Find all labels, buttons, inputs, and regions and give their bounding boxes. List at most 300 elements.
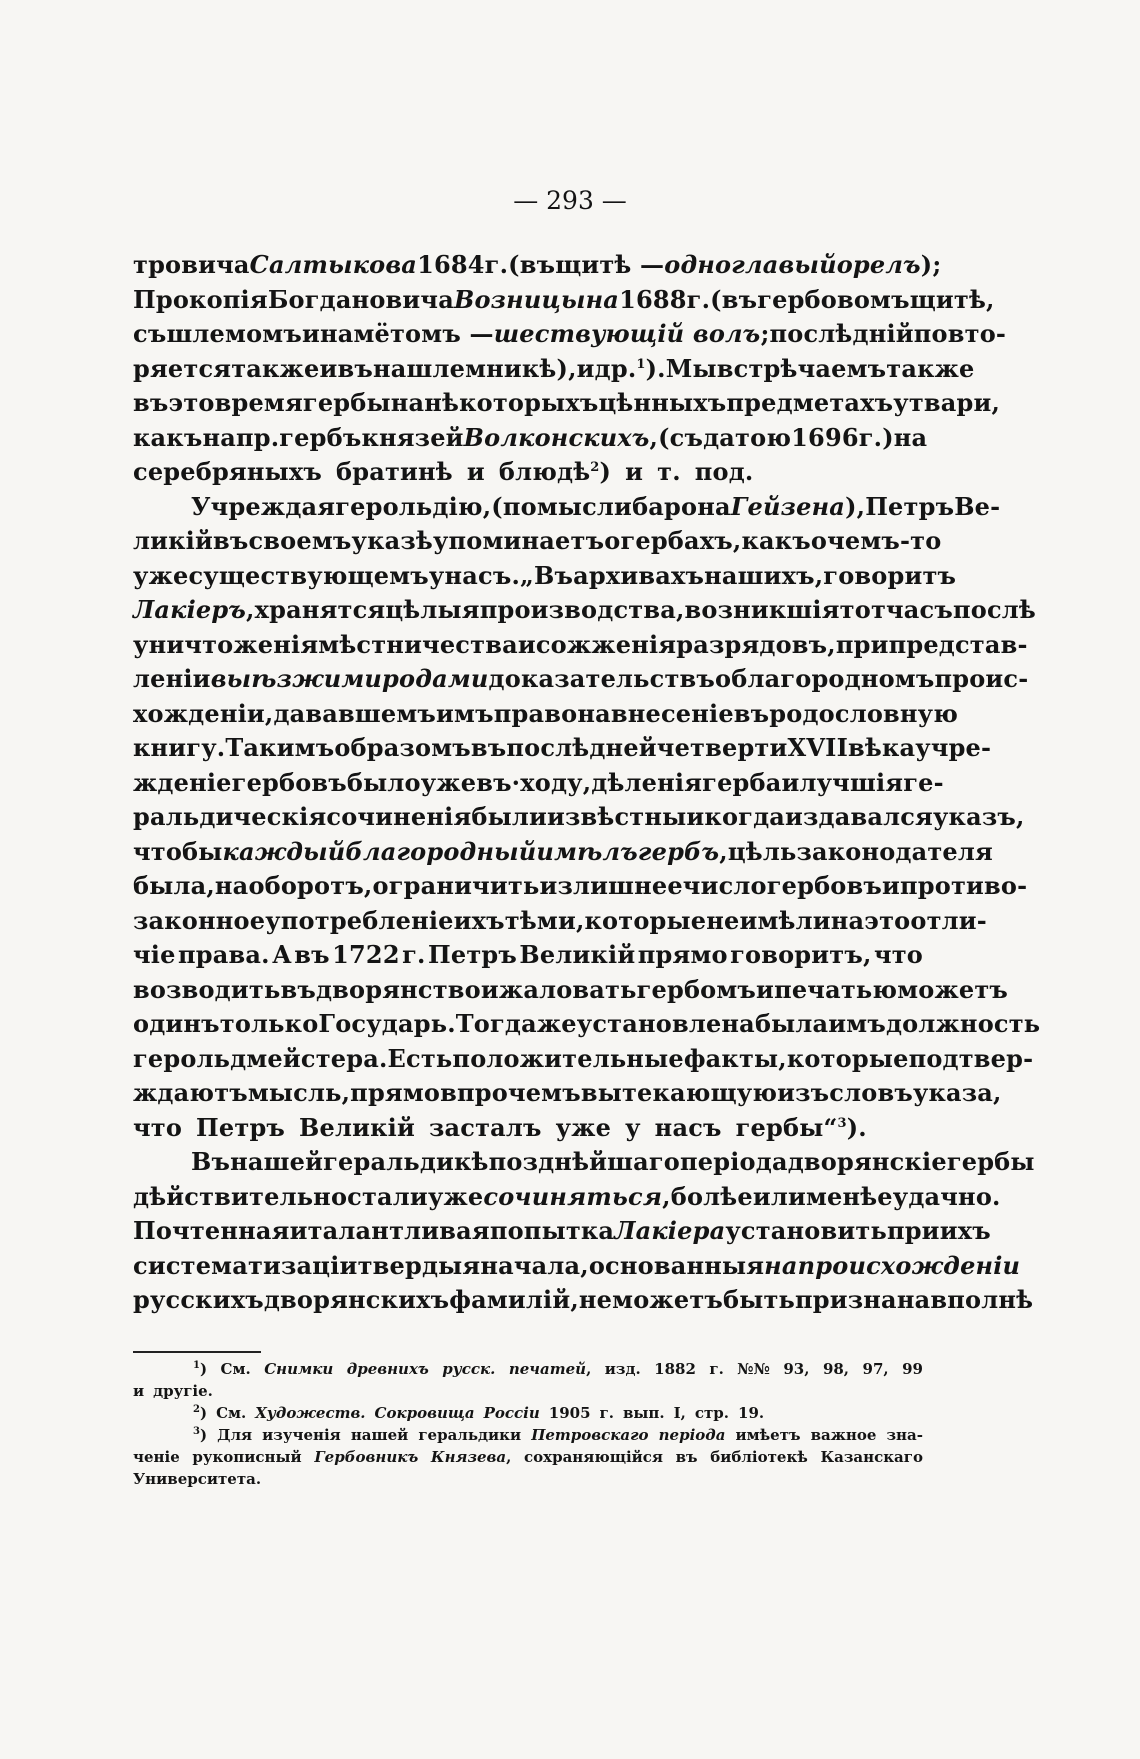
text: ченіе bbox=[133, 1448, 180, 1466]
word bbox=[595, 354, 666, 383]
text: время bbox=[214, 388, 303, 417]
word bbox=[680, 1147, 788, 1176]
footnote-line bbox=[133, 1426, 923, 1448]
text: право bbox=[493, 698, 578, 728]
text: въ bbox=[212, 526, 249, 555]
text: прямо bbox=[350, 1078, 441, 1107]
word bbox=[671, 1182, 753, 1211]
word bbox=[709, 1360, 723, 1378]
word bbox=[217, 1426, 252, 1444]
text: 93, bbox=[783, 1360, 810, 1378]
word bbox=[133, 388, 169, 417]
text: можетъ bbox=[612, 1285, 723, 1314]
word bbox=[619, 285, 687, 314]
text-line bbox=[133, 1285, 1034, 1320]
word bbox=[702, 768, 781, 797]
word bbox=[265, 906, 453, 935]
italic-text: орелъ bbox=[836, 250, 921, 279]
text: чтобы bbox=[133, 836, 223, 866]
word bbox=[385, 595, 479, 624]
word bbox=[133, 664, 211, 693]
word bbox=[347, 768, 421, 797]
text: и bbox=[480, 974, 499, 1004]
word bbox=[268, 285, 454, 314]
word bbox=[464, 423, 658, 452]
text: засталъ bbox=[428, 1112, 542, 1142]
footnote-marker: 1 bbox=[193, 1360, 200, 1371]
word bbox=[806, 1182, 893, 1211]
word bbox=[255, 1404, 365, 1422]
word bbox=[133, 354, 231, 383]
word bbox=[262, 1426, 341, 1444]
text: попытка bbox=[489, 1216, 615, 1245]
text: уже bbox=[420, 767, 477, 797]
text: говоритъ bbox=[823, 560, 957, 590]
text: князей bbox=[361, 422, 464, 452]
text: гербы bbox=[302, 388, 391, 417]
word bbox=[133, 1044, 388, 1073]
text: г. bbox=[709, 1360, 724, 1378]
text: законное bbox=[133, 905, 266, 935]
word bbox=[489, 664, 715, 693]
word bbox=[940, 1216, 991, 1245]
word bbox=[531, 1426, 648, 1444]
text: когда bbox=[704, 802, 786, 831]
footnote-marker: 3 bbox=[193, 1426, 200, 1437]
text: 1688 bbox=[619, 284, 687, 314]
word bbox=[731, 664, 934, 693]
text: словъ bbox=[829, 1078, 913, 1107]
text: признана bbox=[795, 1285, 931, 1314]
text: разрядовъ, bbox=[676, 629, 836, 659]
text: повто- bbox=[913, 319, 1007, 348]
text: герольдію, bbox=[335, 491, 492, 521]
word bbox=[508, 250, 555, 279]
word bbox=[933, 802, 1025, 831]
footnote-line bbox=[133, 1360, 923, 1382]
word bbox=[388, 1044, 453, 1073]
word bbox=[373, 871, 540, 900]
word bbox=[193, 1426, 207, 1444]
italic-text: Художеств. bbox=[255, 1404, 366, 1422]
word bbox=[231, 354, 319, 383]
text: (въ bbox=[508, 250, 556, 279]
word bbox=[611, 699, 734, 728]
text: гербовомъ bbox=[757, 284, 910, 314]
text: Петръ bbox=[196, 1112, 286, 1142]
word bbox=[326, 802, 471, 831]
text: г. bbox=[686, 284, 711, 314]
footnote-line bbox=[133, 1382, 923, 1404]
word bbox=[454, 906, 505, 935]
word bbox=[954, 492, 1000, 521]
text: , bbox=[649, 422, 659, 452]
word bbox=[133, 1078, 248, 1107]
text: ); bbox=[920, 250, 942, 279]
word bbox=[428, 940, 517, 969]
text: указъ, bbox=[932, 802, 1025, 831]
text: на bbox=[893, 422, 928, 452]
word bbox=[332, 940, 400, 969]
word bbox=[831, 906, 865, 935]
word bbox=[703, 423, 791, 452]
text: съ bbox=[133, 319, 167, 348]
text: стр. bbox=[694, 1404, 730, 1422]
text: Великій bbox=[299, 1112, 415, 1142]
word bbox=[731, 492, 865, 521]
text: на bbox=[577, 698, 611, 728]
text: также bbox=[231, 353, 320, 383]
word bbox=[947, 1147, 1035, 1176]
word bbox=[499, 975, 637, 1004]
word bbox=[598, 388, 726, 417]
text-line bbox=[133, 1113, 923, 1148]
word bbox=[382, 664, 489, 693]
word bbox=[577, 1009, 755, 1038]
word bbox=[178, 940, 270, 969]
word bbox=[781, 768, 799, 797]
word bbox=[133, 1113, 182, 1142]
word bbox=[910, 906, 987, 935]
word bbox=[632, 492, 731, 521]
text: имѣетъ bbox=[735, 1426, 801, 1444]
text: родословную bbox=[769, 698, 959, 728]
word bbox=[795, 1285, 930, 1314]
text: указѣ bbox=[351, 526, 433, 555]
italic-text: Лакіеръ bbox=[133, 595, 247, 624]
word bbox=[658, 423, 703, 452]
text: и bbox=[289, 1216, 308, 1245]
word bbox=[428, 1182, 483, 1211]
text: дѣйствительно bbox=[133, 1181, 348, 1211]
text: внесеніе bbox=[610, 698, 734, 728]
text: , bbox=[586, 1360, 592, 1378]
word bbox=[930, 1285, 1033, 1314]
italic-text: Салтыкова bbox=[249, 250, 418, 279]
word bbox=[489, 1147, 680, 1176]
word bbox=[654, 1360, 696, 1378]
word bbox=[659, 1426, 726, 1444]
word bbox=[133, 319, 166, 348]
text: намётомъ — bbox=[319, 319, 494, 348]
text: факты, bbox=[683, 1043, 787, 1073]
text-line bbox=[133, 974, 1009, 1010]
word bbox=[417, 250, 485, 279]
word bbox=[800, 768, 904, 797]
text: что bbox=[133, 1112, 183, 1142]
text-line bbox=[133, 802, 1025, 837]
text-line bbox=[133, 767, 944, 803]
word bbox=[591, 768, 702, 797]
text: См. bbox=[216, 1404, 247, 1422]
word bbox=[519, 940, 635, 969]
text: гербомъ bbox=[636, 974, 757, 1004]
text: напр. bbox=[202, 422, 280, 452]
word bbox=[133, 699, 273, 728]
text: ). bbox=[645, 353, 666, 383]
word bbox=[133, 1382, 144, 1400]
text-line bbox=[133, 319, 1007, 354]
text: возникшія bbox=[684, 595, 840, 624]
word bbox=[264, 1285, 449, 1314]
word bbox=[302, 319, 320, 348]
text-line bbox=[133, 1250, 1021, 1286]
text: геральдики bbox=[418, 1426, 522, 1444]
italic-text: Князева bbox=[430, 1448, 507, 1466]
text: была bbox=[754, 1009, 829, 1038]
text: представ- bbox=[888, 629, 1028, 659]
word bbox=[735, 1426, 800, 1444]
text-line bbox=[133, 664, 1029, 699]
word bbox=[736, 1113, 867, 1142]
word bbox=[318, 1009, 455, 1038]
text: своемъ bbox=[248, 526, 352, 555]
word bbox=[637, 975, 756, 1004]
word bbox=[352, 526, 433, 555]
word bbox=[547, 802, 686, 831]
text: г. bbox=[599, 1404, 614, 1422]
text: было bbox=[346, 767, 421, 797]
text: имъ bbox=[436, 698, 494, 728]
text: русскихъ bbox=[133, 1285, 264, 1314]
text: и bbox=[517, 629, 536, 659]
text: это bbox=[864, 905, 911, 935]
word bbox=[909, 1044, 1034, 1073]
word bbox=[499, 457, 611, 486]
text: учре- bbox=[915, 733, 992, 762]
text: нѣкоторыхъ bbox=[424, 388, 599, 417]
word bbox=[579, 1285, 612, 1314]
text: гербы“ bbox=[735, 1112, 838, 1142]
text: имѣли bbox=[739, 905, 831, 935]
word bbox=[859, 423, 894, 452]
italic-text: родами bbox=[382, 664, 489, 693]
text: 19. bbox=[738, 1404, 765, 1422]
word bbox=[685, 595, 840, 624]
text: жденіе bbox=[133, 767, 232, 797]
word bbox=[686, 802, 704, 831]
text: въ·ходу, bbox=[476, 767, 592, 797]
word bbox=[334, 733, 471, 762]
text: г. bbox=[402, 940, 426, 969]
word bbox=[695, 1404, 729, 1422]
text: противо- bbox=[900, 871, 1028, 900]
word bbox=[232, 768, 347, 797]
word bbox=[676, 1448, 698, 1466]
word bbox=[350, 1078, 440, 1107]
text: чіе bbox=[133, 940, 176, 969]
text: только bbox=[219, 1009, 319, 1038]
word bbox=[316, 975, 481, 1004]
text: должность bbox=[885, 1009, 1041, 1038]
text-line bbox=[133, 1216, 991, 1251]
text: Государь. bbox=[318, 1009, 456, 1038]
word bbox=[133, 1009, 220, 1038]
text: хранятся bbox=[254, 595, 386, 624]
word bbox=[255, 595, 386, 624]
word bbox=[725, 1216, 887, 1245]
word bbox=[485, 250, 508, 279]
text: установлена bbox=[576, 1009, 755, 1038]
main-text bbox=[133, 250, 1041, 1320]
word bbox=[133, 1448, 180, 1466]
text: и bbox=[881, 871, 900, 900]
text: нашлемникѣ), bbox=[372, 353, 577, 383]
text: послѣдній bbox=[769, 319, 914, 348]
word bbox=[391, 388, 425, 417]
text: не bbox=[578, 1285, 613, 1314]
italic-text: древнихъ bbox=[346, 1360, 429, 1378]
text-line bbox=[133, 629, 1028, 665]
word bbox=[914, 319, 1006, 348]
text: стали bbox=[347, 1181, 428, 1211]
word bbox=[539, 871, 682, 900]
text: благородномъ bbox=[731, 664, 935, 693]
text: можетъ bbox=[897, 974, 1009, 1004]
text: начала, bbox=[480, 1250, 589, 1280]
word bbox=[666, 354, 717, 383]
text: періода bbox=[680, 1147, 788, 1176]
word bbox=[188, 561, 428, 590]
footnote-line bbox=[133, 1404, 923, 1426]
text: права. bbox=[177, 940, 270, 969]
text: барона bbox=[632, 491, 731, 521]
text: удачно. bbox=[892, 1181, 1001, 1211]
text: законодателя bbox=[796, 836, 993, 866]
footnote-marker: 2 bbox=[590, 460, 600, 475]
text: уже bbox=[133, 560, 189, 590]
text: и bbox=[756, 974, 775, 1004]
text: позднѣйшаго bbox=[488, 1147, 681, 1176]
word bbox=[787, 1044, 909, 1073]
word bbox=[248, 1078, 350, 1107]
word bbox=[193, 1360, 207, 1378]
text: ряется bbox=[133, 353, 232, 383]
page-number: — 293 — bbox=[513, 186, 627, 215]
text: проис- bbox=[934, 664, 1029, 693]
word bbox=[290, 1216, 308, 1245]
word bbox=[211, 664, 382, 693]
word bbox=[223, 837, 346, 866]
text: упоминаетъ bbox=[432, 526, 605, 555]
word bbox=[537, 1009, 577, 1038]
word bbox=[600, 1404, 614, 1422]
word bbox=[865, 492, 954, 521]
word bbox=[704, 802, 785, 831]
word bbox=[886, 1009, 1040, 1038]
word bbox=[480, 1251, 588, 1280]
word bbox=[133, 1470, 261, 1488]
text-line bbox=[133, 422, 928, 458]
text: и bbox=[625, 457, 644, 486]
text: другіе. bbox=[153, 1382, 213, 1400]
text: и bbox=[781, 767, 800, 797]
text: на bbox=[390, 388, 425, 417]
italic-text: Лакіера bbox=[614, 1216, 726, 1245]
text: См. bbox=[220, 1360, 251, 1378]
text: и bbox=[466, 457, 485, 486]
text-line bbox=[133, 1078, 1002, 1113]
word bbox=[133, 630, 318, 659]
text: при bbox=[835, 629, 889, 659]
text: быть bbox=[723, 1285, 796, 1314]
word bbox=[337, 354, 373, 383]
word bbox=[133, 595, 255, 624]
word bbox=[882, 871, 900, 900]
text: 97, bbox=[862, 1360, 889, 1378]
word bbox=[684, 1044, 787, 1073]
word bbox=[811, 1426, 877, 1444]
word bbox=[418, 1426, 521, 1444]
text-line bbox=[133, 388, 1001, 423]
text: гербовъ bbox=[766, 871, 882, 900]
text: Университета. bbox=[133, 1470, 262, 1488]
word bbox=[248, 871, 372, 900]
word bbox=[769, 699, 958, 728]
word bbox=[494, 699, 578, 728]
word bbox=[336, 457, 453, 486]
footnote-line bbox=[133, 1448, 923, 1470]
text: какъ bbox=[133, 422, 203, 452]
text: образомъ bbox=[334, 733, 471, 762]
text: , bbox=[246, 595, 255, 624]
text: издавался bbox=[785, 802, 933, 831]
italic-text: печатей bbox=[508, 1360, 587, 1378]
text: доказательствъ bbox=[488, 664, 716, 693]
text: которые bbox=[786, 1043, 909, 1073]
text: на bbox=[214, 871, 249, 900]
word bbox=[442, 1360, 495, 1378]
word bbox=[614, 1216, 725, 1245]
word bbox=[133, 1251, 358, 1280]
text-line bbox=[133, 526, 942, 561]
text: леніи bbox=[133, 664, 211, 693]
word bbox=[436, 699, 494, 728]
italic-text: одноглавый bbox=[664, 250, 837, 279]
word bbox=[215, 871, 249, 900]
word bbox=[788, 1147, 947, 1176]
word bbox=[863, 1360, 889, 1378]
word bbox=[421, 768, 476, 797]
word bbox=[726, 388, 893, 417]
text-line bbox=[133, 1147, 1035, 1182]
text: 98, bbox=[822, 1360, 850, 1378]
word bbox=[133, 975, 280, 1004]
text: предметахъ bbox=[726, 388, 894, 417]
word bbox=[581, 1078, 777, 1107]
text: которые bbox=[584, 905, 707, 935]
text: изученія bbox=[262, 1426, 341, 1444]
italic-text: Россіи bbox=[483, 1404, 540, 1422]
text: и bbox=[319, 353, 338, 383]
text: ), bbox=[845, 491, 866, 521]
word bbox=[440, 1078, 581, 1107]
text: и bbox=[301, 319, 320, 348]
text: подтвер- bbox=[908, 1043, 1034, 1073]
italic-text: русск. bbox=[442, 1360, 496, 1378]
text: архивахъ bbox=[573, 560, 705, 590]
text: Въ bbox=[191, 1147, 231, 1176]
text: что bbox=[873, 940, 923, 969]
italic-text: выѣзжими bbox=[210, 664, 383, 693]
text: насъ bbox=[654, 1112, 722, 1142]
text: блюдѣ bbox=[498, 457, 591, 486]
text: какъ bbox=[741, 526, 811, 555]
word bbox=[133, 871, 215, 900]
text: ликій bbox=[133, 526, 213, 555]
word bbox=[518, 630, 536, 659]
text: тотчасъ bbox=[839, 595, 953, 624]
